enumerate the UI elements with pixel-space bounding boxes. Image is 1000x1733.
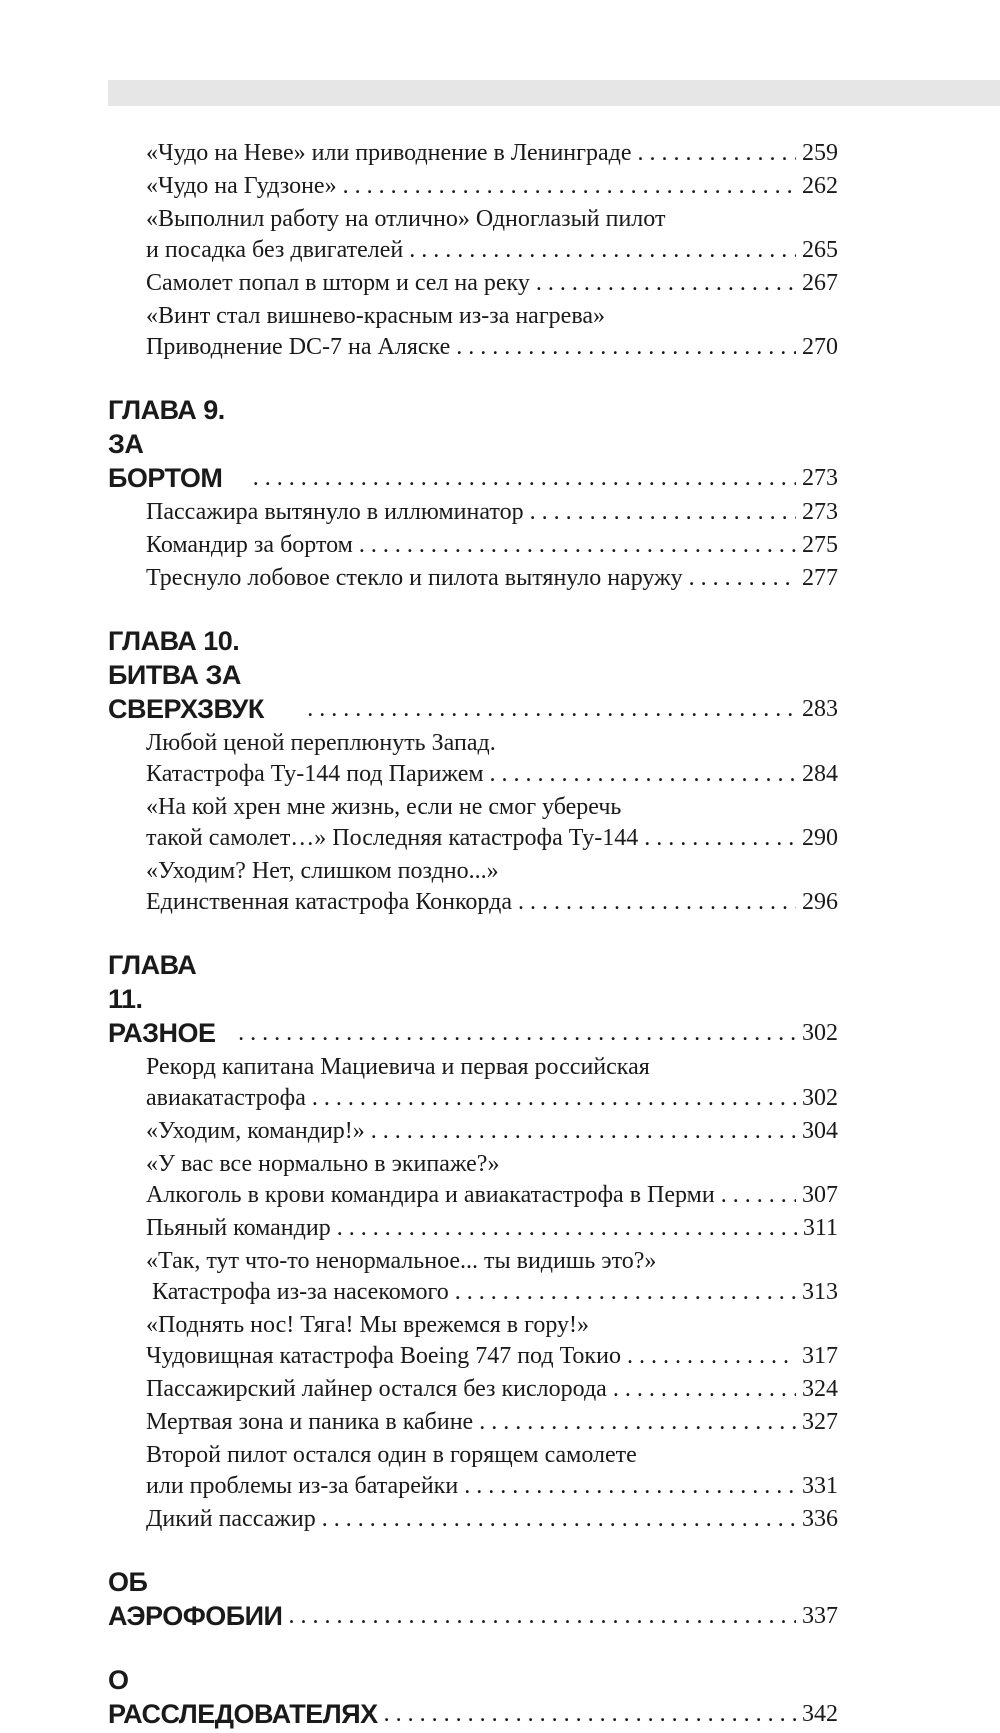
dot-leader — [530, 268, 796, 299]
dot-leader — [301, 692, 796, 726]
entry-title-line: Любой ценой переплюнуть Запад. — [146, 730, 496, 756]
toc-entry[interactable] — [146, 268, 838, 299]
toc-entry[interactable] — [146, 530, 838, 561]
entry-title-line: «Так, тут что-то ненормальное... ты видишь это?» — [146, 1248, 657, 1274]
dot-leader — [449, 1277, 796, 1308]
entry-title-line: Треснуло лобовое стекло и пилота вытянуло наружу — [146, 565, 683, 591]
table-of-contents — [108, 138, 838, 1733]
entry-title-line: Алкоголь в крови командира и авиакатастрофа в Перми — [146, 1182, 715, 1208]
entry-page-number: 275 — [802, 532, 838, 558]
toc-entry[interactable] — [146, 171, 838, 202]
entry-page-number: 284 — [802, 761, 838, 787]
toc-entry[interactable] — [146, 792, 838, 854]
toc-entry[interactable] — [146, 138, 838, 169]
entry-page-number: 296 — [802, 889, 838, 915]
entry-page-number: 270 — [802, 334, 838, 360]
entry-title-line: и посадка без двигателей — [146, 237, 404, 263]
entry-page-number: 265 — [802, 237, 838, 263]
entry-title-line: Пассажира вытянуло в иллюминатор — [146, 499, 524, 525]
dot-leader — [450, 332, 796, 363]
dot-leader — [484, 759, 796, 790]
dot-leader — [638, 823, 796, 854]
toc-entry[interactable] — [146, 497, 838, 528]
entry-title-line: Мертвая зона и паника в кабине — [146, 1409, 474, 1435]
entry-title-line: «У вас все нормально в экипаже?» — [146, 1151, 500, 1177]
entry-title-line: «Винт стал вишнево-красным из-за нагрева» — [146, 303, 605, 329]
toc-entry[interactable] — [146, 1310, 838, 1372]
toc-entry[interactable] — [146, 728, 838, 790]
dot-leader — [365, 1116, 796, 1147]
entry-title-line: Дикий пассажир — [146, 1506, 316, 1532]
toc-entry[interactable] — [146, 1116, 838, 1147]
entry-title-line: «На кой хрен мне жизнь, если не смог уберечь — [146, 794, 622, 820]
entry-title-line: «Выполнил работу на отлично» Одноглазый пилот — [146, 206, 666, 232]
chapter-title: ГЛАВА 9. ЗА БОРТОМ — [108, 395, 225, 493]
chapter-heading[interactable] — [108, 393, 838, 495]
toc-entry[interactable] — [146, 1440, 838, 1502]
entry-page-number: 277 — [802, 565, 838, 591]
chapter-page-number: 273 — [802, 465, 838, 491]
chapter-heading[interactable] — [108, 624, 838, 726]
chapter-title: ГЛАВА 11. РАЗНОЕ — [108, 950, 216, 1048]
entry-page-number: 290 — [802, 825, 838, 851]
dot-leader — [473, 1407, 796, 1438]
entry-title-line: «Поднять нос! Тяга! Мы врежемся в гору!» — [146, 1312, 590, 1338]
toc-entry[interactable] — [146, 1374, 838, 1405]
dot-leader — [306, 1083, 796, 1114]
entry-page-number: 313 — [802, 1279, 838, 1305]
dot-leader — [247, 461, 796, 495]
entry-title-line: «Уходим, командир!» — [146, 1118, 365, 1144]
entry-title-line: «Уходим? Нет, слишком поздно...» — [146, 858, 499, 884]
toc-entry[interactable] — [146, 856, 838, 918]
toc-entry[interactable] — [146, 1213, 838, 1244]
dot-leader — [331, 1213, 797, 1244]
entry-page-number: 331 — [802, 1473, 838, 1499]
entry-title-line: авиакатастрофа — [146, 1085, 306, 1111]
entry-title-line: Командир за бортом — [146, 532, 353, 558]
entry-page-number: 311 — [802, 1215, 838, 1241]
entry-title-line: Рекорд капитана Мациевича и первая российская — [146, 1054, 650, 1080]
dot-leader — [403, 235, 796, 266]
chapter-title: ГЛАВА 10. БИТВА ЗА СВЕРХЗВУК — [108, 626, 264, 724]
entry-title-line: Приводнение DC-7 на Аляске — [146, 334, 451, 360]
dot-leader — [282, 1599, 796, 1633]
chapter-title: ОБ АЭРОФОБИИ — [108, 1567, 283, 1631]
entry-title-line: Второй пилот остался один в горящем самолете — [146, 1442, 637, 1468]
entry-page-number: 259 — [802, 140, 838, 166]
entry-title-line: или проблемы из-за батарейки — [146, 1473, 459, 1499]
entry-title-line: Самолет попал в шторм и сел на реку — [146, 270, 530, 296]
entry-page-number: 317 — [802, 1343, 838, 1369]
dot-leader — [512, 887, 796, 918]
entry-title-line: «Чудо на Неве» или приводнение в Ленинграде — [146, 140, 632, 166]
dot-leader — [316, 1504, 796, 1535]
toc-entry[interactable] — [146, 301, 838, 363]
toc-entry[interactable] — [146, 204, 838, 266]
entry-page-number: 262 — [802, 173, 838, 199]
toc-entry[interactable] — [146, 1149, 838, 1211]
entry-title-line: Пьяный командир — [146, 1215, 331, 1241]
dot-leader — [232, 1016, 796, 1050]
dot-leader — [631, 138, 796, 169]
entry-title-line: такой самолет…» Последняя катастрофа Ту-144 — [146, 825, 639, 851]
dot-leader — [337, 171, 796, 202]
toc-entry[interactable] — [146, 1052, 838, 1114]
chapter-page-number: 337 — [802, 1603, 838, 1629]
chapter-heading[interactable] — [108, 1663, 838, 1731]
dot-leader — [621, 1341, 796, 1372]
dot-leader — [607, 1374, 796, 1405]
chapter-page-number: 283 — [802, 696, 838, 722]
entry-page-number: 307 — [802, 1182, 838, 1208]
entry-title-line: Единственная катастрофа Конкорда — [146, 889, 512, 915]
toc-entry[interactable] — [146, 1246, 838, 1308]
dot-leader — [353, 530, 796, 561]
page-header-band — [108, 80, 1000, 106]
chapter-heading[interactable] — [108, 948, 838, 1050]
entry-title-line: Катастрофа Ту-144 под Парижем — [146, 761, 484, 787]
toc-entry[interactable] — [146, 563, 838, 594]
entry-title-line: Чудовищная катастрофа Boeing 747 под Токио — [146, 1343, 621, 1369]
entry-page-number: 302 — [802, 1085, 838, 1111]
chapter-page-number: 342 — [802, 1701, 838, 1727]
entry-title-line: Пассажирский лайнер остался без кислорода — [146, 1376, 607, 1402]
entry-page-number: 324 — [802, 1376, 838, 1402]
chapter-title: О РАССЛЕДОВАТЕЛЯХ — [108, 1665, 378, 1729]
entry-page-number: 336 — [802, 1506, 838, 1532]
entry-page-number: 273 — [802, 499, 838, 525]
dot-leader — [524, 497, 796, 528]
entry-title-line: Катастрофа из-за насекомого — [146, 1279, 449, 1305]
entry-page-number: 304 — [802, 1118, 838, 1144]
chapter-heading[interactable] — [108, 1565, 838, 1633]
dot-leader — [458, 1471, 796, 1502]
dot-leader — [715, 1180, 796, 1211]
chapter-page-number: 302 — [802, 1020, 838, 1046]
toc-entry[interactable] — [146, 1407, 838, 1438]
dot-leader — [683, 563, 796, 594]
toc-entry[interactable] — [146, 1504, 838, 1535]
entry-page-number: 327 — [802, 1409, 838, 1435]
entry-title-line: «Чудо на Гудзоне» — [146, 173, 337, 199]
dot-leader — [378, 1697, 796, 1731]
entry-page-number: 267 — [802, 270, 838, 296]
